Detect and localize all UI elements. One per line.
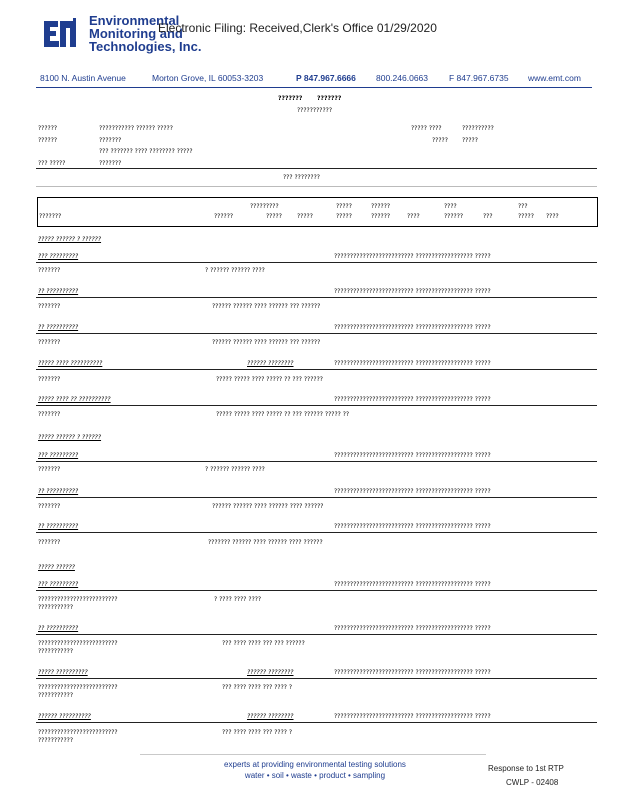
meta-right-key-1: ????? ???? (411, 125, 442, 132)
row-divider (36, 590, 597, 591)
row-values: ?????? ?????? ???? ?????? ???? ?????? (212, 503, 324, 510)
report-title-a: ??????? (278, 95, 303, 102)
row-id: ?? ?????????? (38, 288, 79, 295)
row-name: ????????????????????????? (38, 729, 118, 736)
col-c3: ????? (297, 213, 313, 220)
row-dates: ????????????????????????? ?????????????????? ????? (334, 523, 491, 530)
response-stamp: Response to 1st RTP (488, 764, 564, 773)
row-dates: ????????????????????????? ?????????????????? ????? (334, 625, 491, 632)
row-id: ????? ???? ?????????? (38, 360, 103, 367)
row-values: ??? ???? ???? ??? ???? ? (222, 729, 293, 736)
meta-value-2: ??????? (99, 137, 122, 144)
row-name: ??????? (38, 267, 61, 274)
row-dates: ????????????????????????? ?????????????????? ????? (334, 713, 491, 720)
meta-key-2: ?????? (38, 137, 58, 144)
row-values: ?????? ?????? ???? ?????? ??? ?????? (212, 303, 321, 310)
row-id: ?? ?????????? (38, 488, 79, 495)
row-id: ??? ????????? (38, 253, 79, 260)
row-divider (36, 262, 597, 263)
row-name-line2: ??????????? (38, 737, 74, 744)
col-group-top: ????????? (250, 203, 279, 210)
meta-key-1: ?????? (38, 125, 58, 132)
row-id-extra: ?????? ???????? (247, 360, 294, 367)
row-dates: ????????????????????????? ?????????????????? ????? (334, 396, 491, 403)
row-id: ?? ?????????? (38, 324, 79, 331)
meta-divider (36, 168, 597, 169)
footer-divider (140, 754, 486, 755)
row-id: ?? ?????????? (38, 523, 79, 530)
company-name-line3: Technologies, Inc. (89, 39, 202, 54)
row-values: ? ?????? ?????? ???? (205, 267, 265, 274)
filing-stamp: Electronic Filing: Received,Clerk's Office 01/29/2020 (158, 21, 437, 35)
meta-value-1: ??????????? ?????? ????? (99, 125, 173, 132)
row-name-line2: ??????????? (38, 692, 74, 699)
meta-key-4: ??? ????? (38, 160, 66, 167)
row-name: ??????? (38, 539, 61, 546)
row-divider (36, 333, 597, 334)
row-dates: ????????????????????????? ?????????????????? ????? (334, 360, 491, 367)
col-c7: ?????? (444, 213, 464, 220)
group-heading-1: ????? ?????? ? ?????? (38, 236, 102, 243)
section-label: ??? ???????? (283, 174, 320, 181)
row-name: ????????????????????????? (38, 596, 118, 603)
row-id: ?? ?????????? (38, 625, 79, 632)
footer-services: water • soil • waste • product • sampling (244, 771, 386, 780)
col-top-c4: ????? (336, 203, 352, 210)
row-name: ??????? (38, 303, 61, 310)
row-dates: ????????????????????????? ?????????????????? ????? (334, 253, 491, 260)
meta-right-value-2: ????? (462, 137, 478, 144)
section-divider (36, 186, 597, 187)
meta-right-value-1: ?????????? (462, 125, 494, 132)
company-name-line2: Monitoring and (89, 26, 183, 41)
row-id-extra: ?????? ???????? (247, 713, 294, 720)
row-name: ??????? (38, 466, 61, 473)
row-divider (36, 722, 597, 723)
row-name-line2: ??????????? (38, 648, 74, 655)
row-name: ??????? (38, 376, 61, 383)
row-divider (36, 369, 597, 370)
toll-free: 800.246.0663 (376, 73, 428, 83)
meta-right-key-2: ????? (432, 137, 448, 144)
row-divider (36, 497, 597, 498)
meta-value-4: ??????? (99, 160, 122, 167)
row-id: ??? ????????? (38, 452, 79, 459)
row-values: ?????? ?????? ???? ?????? ??? ?????? (212, 339, 321, 346)
report-subtitle: ??????????? (297, 107, 333, 114)
col-c5: ?????? (371, 213, 391, 220)
emt-logo-icon (40, 17, 82, 51)
row-values: ??? ???? ???? ??? ???? ? (222, 684, 293, 691)
col-top-c9: ??? (518, 203, 528, 210)
row-id: ??? ????????? (38, 581, 79, 588)
row-name-line2: ??????????? (38, 604, 74, 611)
footer-tagline: experts at providing environmental testing solutions (224, 760, 406, 769)
col-analyte: ??????? (39, 213, 62, 220)
row-divider (36, 461, 597, 462)
row-values: ??????? ?????? ???? ?????? ???? ?????? (208, 539, 323, 546)
row-dates: ????????????????????????? ?????????????????? ????? (334, 288, 491, 295)
row-dates: ????????????????????????? ?????????????????? ????? (334, 581, 491, 588)
col-top-c7: ???? (444, 203, 457, 210)
col-c9: ????? (518, 213, 534, 220)
col-top-c5: ?????? (371, 203, 391, 210)
phone: P 847.967.6666 (296, 73, 356, 83)
col-c10: ???? (546, 213, 559, 220)
row-id: ????? ?????????? (38, 669, 88, 676)
row-values: ????? ????? ???? ????? ?? ??? ?????? (216, 376, 323, 383)
row-values: ??? ???? ???? ??? ??? ?????? (222, 640, 305, 647)
city: Morton Grove, IL 60053-3203 (152, 73, 264, 83)
meta-value-3: ??? ??????? ???? ???????? ????? (99, 148, 193, 155)
group-heading-3: ????? ?????? (38, 564, 75, 571)
group-heading-2: ????? ?????? ? ?????? (38, 434, 102, 441)
row-dates: ????????????????????????? ?????????????????? ????? (334, 452, 491, 459)
row-name: ??????? (38, 503, 61, 510)
row-name: ????????????????????????? (38, 640, 118, 647)
col-c6: ???? (407, 213, 420, 220)
row-values: ? ???? ???? ???? (214, 596, 262, 603)
row-divider (36, 405, 597, 406)
row-id-extra: ?????? ???????? (247, 669, 294, 676)
row-dates: ????????????????????????? ?????????????????? ????? (334, 669, 491, 676)
col-c8: ??? (483, 213, 493, 220)
col-c4: ????? (336, 213, 352, 220)
page-code: CWLP - 02408 (506, 778, 559, 787)
row-divider (36, 678, 597, 679)
row-divider (36, 532, 597, 533)
header-divider (36, 87, 592, 88)
row-divider (36, 634, 597, 635)
row-divider (36, 297, 597, 298)
col-c2: ????? (266, 213, 282, 220)
col-result: ?????? (214, 213, 234, 220)
row-name: ????????????????????????? (38, 684, 118, 691)
row-id: ?????? ?????????? (38, 713, 91, 720)
row-dates: ????????????????????????? ?????????????????? ????? (334, 324, 491, 331)
row-dates: ????????????????????????? ?????????????????? ????? (334, 488, 491, 495)
company-name-line1: Environmental (89, 13, 180, 28)
report-title-b: ??????? (317, 95, 342, 102)
row-values: ? ?????? ?????? ???? (205, 466, 265, 473)
table-header (37, 197, 598, 227)
row-name: ??????? (38, 411, 61, 418)
row-id: ????? ???? ?? ?????????? (38, 396, 111, 403)
address: 8100 N. Austin Avenue (40, 73, 126, 83)
website-link[interactable]: www.emt.com (528, 73, 581, 83)
fax: F 847.967.6735 (449, 73, 509, 83)
row-values: ????? ????? ???? ????? ?? ??? ?????? ????? ?? (216, 411, 350, 418)
row-name: ??????? (38, 339, 61, 346)
